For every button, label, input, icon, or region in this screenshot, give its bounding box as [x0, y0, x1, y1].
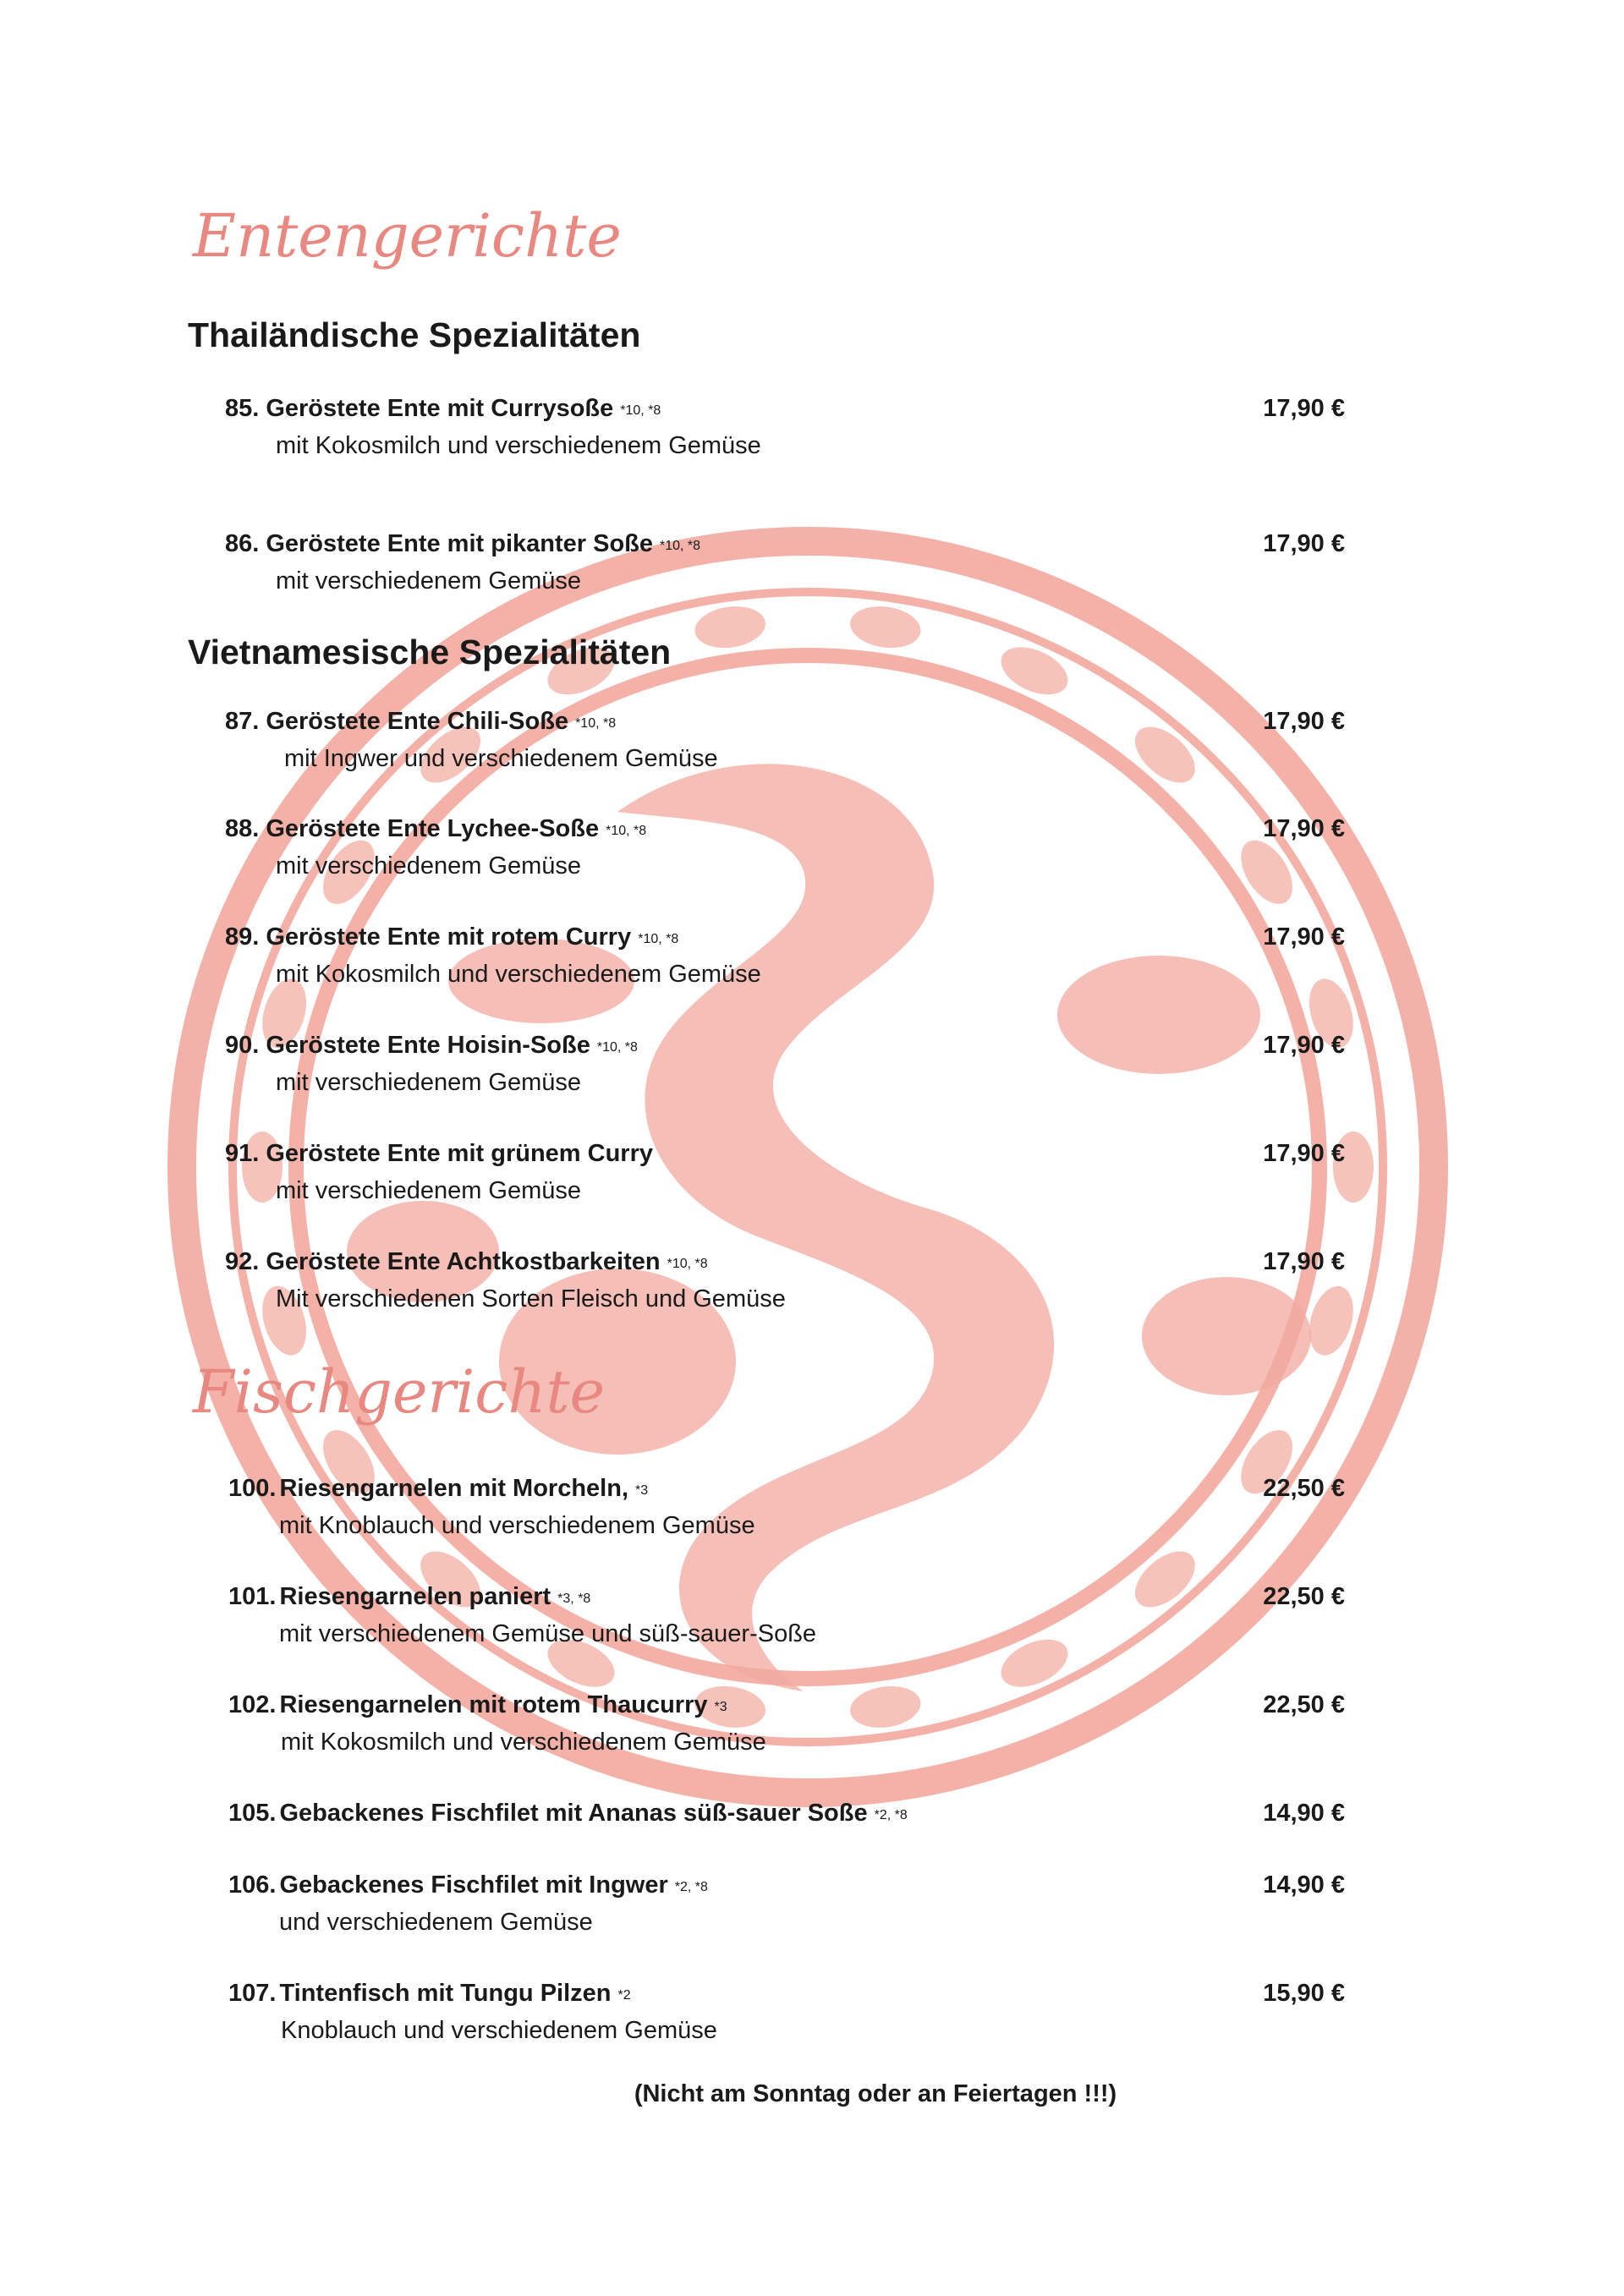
- item-number: 91.: [225, 1140, 260, 1167]
- item-name: Geröstete Ente mit grünem Curry: [266, 1140, 653, 1167]
- item-price: 17,90 €: [1263, 395, 1345, 422]
- item-number: 86.: [225, 530, 260, 557]
- item-allergens: *10, *8: [620, 403, 661, 418]
- menu-item: [0, 1140, 1624, 1216]
- menu-item: [0, 530, 1624, 606]
- item-name: Gebackenes Fischfilet mit Ingwer: [279, 1871, 668, 1899]
- item-number: 106.: [228, 1871, 277, 1899]
- item-number: 101.: [228, 1583, 277, 1610]
- item-name: Gebackenes Fischfilet mit Ananas süß-sauer Soße: [279, 1800, 868, 1827]
- item-price: 17,90 €: [1263, 1032, 1345, 1059]
- item-name: Riesengarnelen paniert: [279, 1583, 551, 1610]
- ornament-petal-icon: [692, 602, 768, 652]
- ornament-petal-icon: [848, 602, 924, 652]
- item-price: 15,90 €: [1263, 1980, 1345, 2007]
- item-allergens: *2, *8: [874, 1808, 908, 1822]
- item-number: 88.: [225, 815, 260, 842]
- item-price: 17,90 €: [1263, 923, 1345, 951]
- duck-section-title: Entengerichte: [193, 201, 622, 271]
- item-number: 89.: [225, 923, 260, 951]
- item-name: Geröstete Ente Chili-Soße: [266, 708, 569, 735]
- item-allergens: *3: [714, 1700, 727, 1714]
- item-description: mit verschiedenem Gemüse und süß-sauer-Soße: [279, 1620, 817, 1647]
- item-price: 17,90 €: [1263, 1248, 1345, 1275]
- menu-item: [0, 923, 1624, 1000]
- item-allergens: *10, *8: [596, 1040, 638, 1055]
- item-description: Knoblauch und verschiedenem Gemüse: [281, 2017, 717, 2044]
- item-price: 22,50 €: [1263, 1583, 1345, 1610]
- item-allergens: *10, *8: [667, 1257, 708, 1271]
- item-price: 22,50 €: [1263, 1691, 1345, 1718]
- item-allergens: *10, *8: [660, 539, 701, 553]
- item-allergens: *10, *8: [638, 932, 679, 946]
- item-description: und verschiedenem Gemüse: [279, 1909, 593, 1936]
- menu-item: [0, 395, 1624, 471]
- menu-item: [0, 1691, 1624, 1767]
- menu-item: [0, 1248, 1624, 1324]
- item-description: mit verschiedenem Gemüse: [276, 567, 582, 595]
- menu-item: [0, 1980, 1624, 2056]
- item-description: mit Ingwer und verschiedenem Gemüse: [284, 745, 718, 772]
- item-price: 17,90 €: [1263, 708, 1345, 735]
- item-price: 17,90 €: [1263, 530, 1345, 557]
- item-allergens: *10, *8: [575, 716, 617, 731]
- item-name: Geröstete Ente mit rotem Curry: [266, 923, 632, 951]
- item-price: 17,90 €: [1263, 815, 1345, 842]
- item-number: 85.: [225, 395, 260, 422]
- item-number: 100.: [228, 1475, 277, 1502]
- item-name: Geröstete Ente mit pikanter Soße: [266, 530, 653, 557]
- item-name: Riesengarnelen mit rotem Thaucurry: [279, 1691, 708, 1718]
- item-description: Mit verschiedenen Sorten Fleisch und Gemüse: [276, 1285, 786, 1312]
- item-price: 14,90 €: [1263, 1800, 1345, 1827]
- item-price: 14,90 €: [1263, 1871, 1345, 1899]
- menu-item: [0, 1583, 1624, 1659]
- item-description: mit Knoblauch und verschiedenem Gemüse: [279, 1512, 755, 1539]
- item-allergens: *3: [635, 1483, 649, 1498]
- menu-item: [0, 815, 1624, 891]
- item-name: Geröstete Ente Hoisin-Soße: [266, 1032, 590, 1059]
- item-number: 92.: [225, 1248, 260, 1275]
- item-name: Geröstete Ente Lychee-Soße: [266, 815, 600, 842]
- item-description: mit verschiedenem Gemüse: [276, 1069, 582, 1096]
- item-description: mit verschiedenem Gemüse: [276, 1177, 582, 1204]
- item-number: 102.: [228, 1691, 277, 1718]
- item-price: 22,50 €: [1263, 1475, 1345, 1502]
- item-number: 105.: [228, 1800, 277, 1827]
- item-allergens: *2, *8: [674, 1880, 708, 1894]
- footer-note: (Nicht am Sonntag oder an Feiertagen !!!): [634, 2080, 1117, 2107]
- item-number: 90.: [225, 1032, 260, 1059]
- menu-item: [0, 1800, 1624, 1876]
- thai-specialties-heading: Thailändische Spezialitäten: [188, 315, 641, 354]
- item-name: Geröstete Ente Achtkostbarkeiten: [266, 1248, 661, 1275]
- item-description: mit Kokosmilch und verschiedenem Gemüse: [276, 961, 761, 988]
- item-number: 87.: [225, 708, 260, 735]
- item-price: 17,90 €: [1263, 1140, 1345, 1167]
- fish-section-title: Fischgerichte: [193, 1357, 606, 1427]
- menu-item: [0, 1475, 1624, 1551]
- item-description: mit Kokosmilch und verschiedenem Gemüse: [276, 432, 761, 459]
- item-name: Tintenfisch mit Tungu Pilzen: [279, 1980, 612, 2007]
- item-number: 107.: [228, 1980, 277, 2007]
- vietnamese-specialties-heading: Vietnamesische Spezialitäten: [188, 633, 672, 671]
- item-allergens: *3, *8: [557, 1592, 591, 1606]
- item-allergens: *10, *8: [606, 824, 647, 838]
- item-name: Riesengarnelen mit Morcheln,: [279, 1475, 628, 1502]
- menu-item: [0, 708, 1624, 784]
- menu-item: [0, 1871, 1624, 1948]
- item-description: mit Kokosmilch und verschiedenem Gemüse: [281, 1729, 766, 1756]
- item-allergens: *2: [617, 1988, 631, 2003]
- item-name: Geröstete Ente mit Currysoße: [266, 395, 614, 422]
- menu-item: [0, 1032, 1624, 1108]
- item-description: mit verschiedenem Gemüse: [276, 852, 582, 879]
